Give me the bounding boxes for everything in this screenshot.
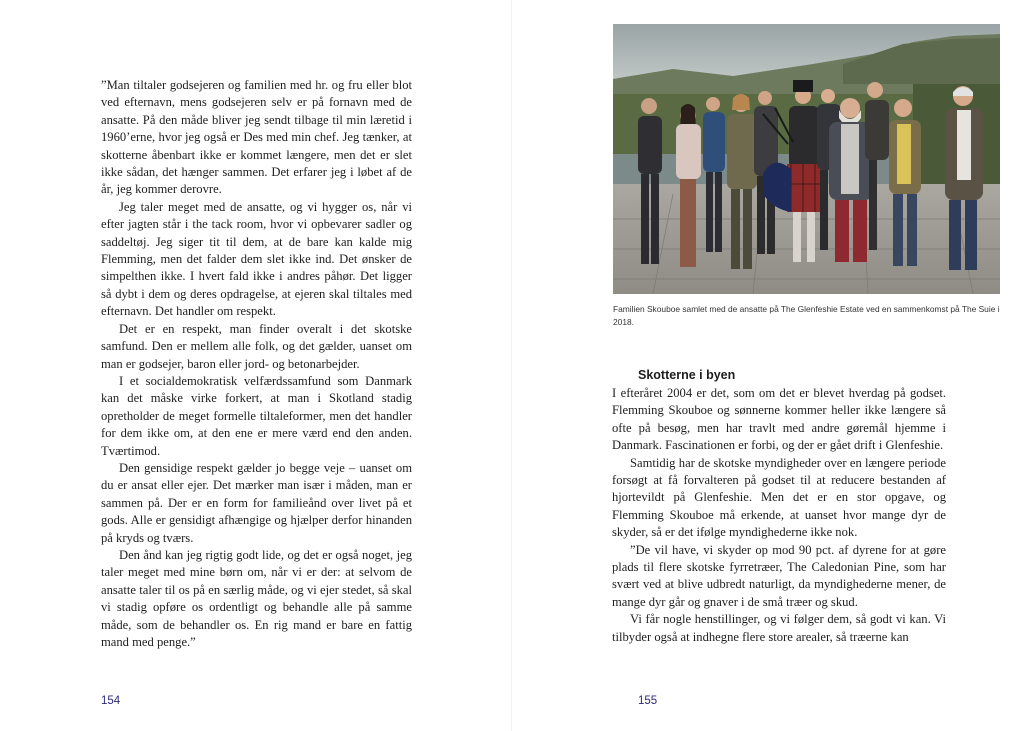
group-photo xyxy=(613,24,1000,294)
section-heading: Skotterne i byen xyxy=(638,368,736,382)
right-body-text xyxy=(612,385,946,646)
paragraph: Det er en respekt, man finder overalt i det skotske samfund. Den er mellem alle folk, og det gælder, uanset om man er godsejer, baron eller jord- og betonarbejder. xyxy=(101,321,412,371)
right-page xyxy=(512,0,1024,731)
page-number: 154 xyxy=(101,695,121,707)
paragraph: ”De vil have, vi skyder op mod 90 pct. af dyrene for at gøre plads til flere skotske fyrretræer, The Caledonian Pine, som har svært ved at blive udbredt naturligt, da myndighederne mener, de mange dyr går og gnaver i de små træer og skud. xyxy=(612,542,946,609)
photo-caption: Familien Skouboe samlet med de ansatte på The Glenfeshie Estate ved en sammenkomst på The Suie i 2018. xyxy=(613,304,1000,327)
page-number: 155 xyxy=(638,695,658,707)
paragraph: I et socialdemokratisk velfærdssamfund som Danmark kan det måske virke forkert, at man i Skotland stadig opretholder de meget formelle tiltaleformer, men det handler for dem ikke om, at den ene er mere værd end den anden. Tværtimod. xyxy=(101,373,412,458)
paragraph: ”Man tiltaler godsejeren og familien med hr. og fru eller blot ved efternavn, mens godsejeren selv er på fornavn med de ansatte. På den måde bliver jeg sendt tilbage til min læretid i 1960’erne, hvor jeg også er Des med min chef. Jeg tænker, at skotterne åbenbart ikke er kommet længere, men det er slet ikke sådan, det hænger sammen. Det erfarer jeg i løbet af de år, jeg kommer derovre. xyxy=(101,78,412,197)
paragraph: Vi får nogle henstillinger, og vi følger dem, så godt vi kan. Vi tilbyder også at indhegne flere store arealer, så træerne kan xyxy=(612,612,946,644)
left-body-text xyxy=(101,77,412,651)
paragraph: Samtidig har de skotske myndigheder over en længere periode forsøgt at få forvalteren på godset til at reducere bestanden af hjortevildt på Glenfeshie. Men det er en stor opgave, og Flemming Skouboe må erkende, at uanset hvor mange dyr de skyder, så er det ifølge myndighederne ikke nok. xyxy=(612,455,946,540)
paragraph: Jeg taler meget med de ansatte, og vi hygger os, når vi efter jagten står i the tack room, hvor vi opbevarer sadler og saddeltøj. Jeg siger tit til dem, at de bare kan kalde mig Flemming, men det falder dem slet ikke ind. Det ønsker de simpelthen ikke. I hvert fald ikke i andres påhør. Det ligger så dybt i dem og deres opdragelse, at ejeren skal tiltales med efternavn. Det handler om respekt. xyxy=(101,199,412,319)
paragraph: Den ånd kan jeg rigtig godt lide, og det er også noget, jeg taler meget med mine børn om, når vi er der: at selvom de ansatte taler til os på en særlig måde, og vi ejer stedet, så skal vi stadig opføre os ordentligt og behandle alle på samme måde, som de behandler os. En rig mand er bare en fattig mand med penge.” xyxy=(101,547,412,649)
paragraph: I efteråret 2004 er det, som om det er blevet hverdag på godset. Flemming Skouboe og sønnerne kommer heller ikke længere så ofte på besøg, men har travlt med andre gøremål hjemme i Danmark. Fascinationen er forbi, og der er gået drift i Glenfeshie. xyxy=(612,386,946,453)
paragraph: Den gensidige respekt gælder jo begge veje – uanset om du er ansat eller ejer. Det mærker man især i måden, man er sammen på. Der er en form for familieånd over livet på et gods. Alle er gensidigt afhængige og hjælper derfor hinanden på kryds og tværs. xyxy=(101,460,412,545)
